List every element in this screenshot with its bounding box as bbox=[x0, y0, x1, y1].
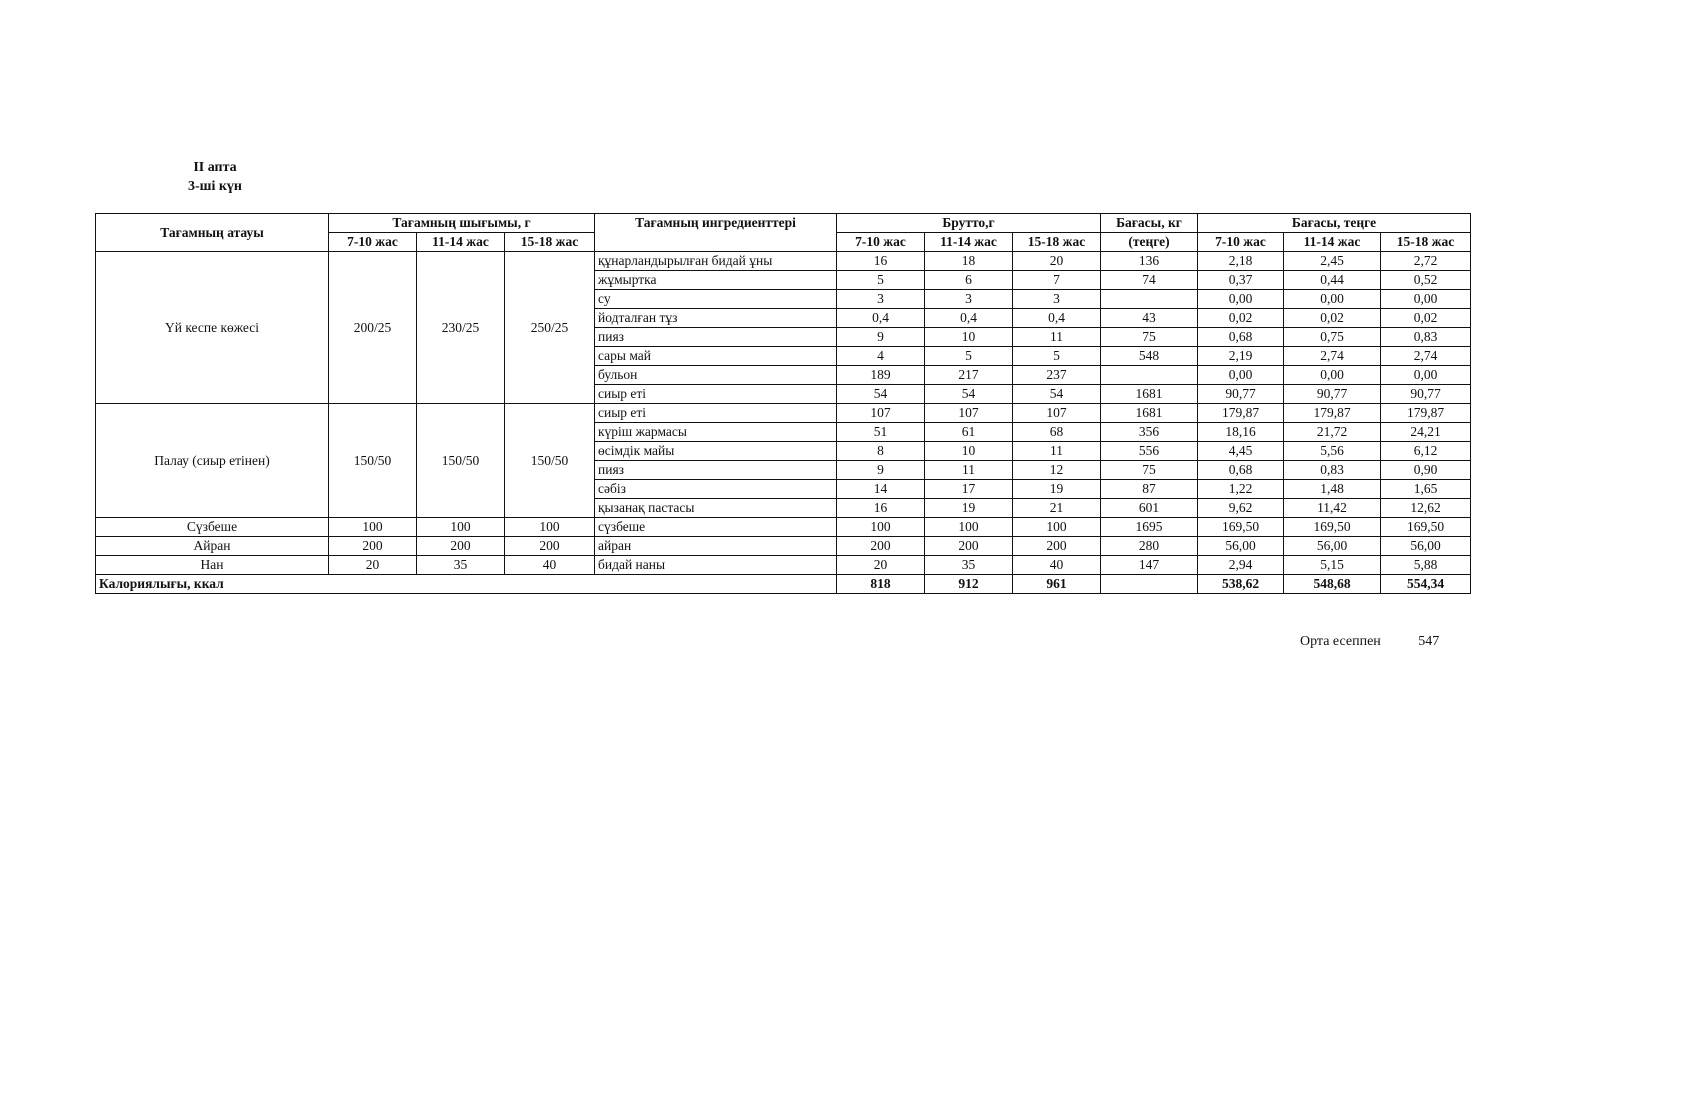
brutto-value: 16 bbox=[837, 252, 925, 271]
ingredient-name: су bbox=[595, 290, 837, 309]
age-header: 15-18 жас bbox=[1013, 233, 1101, 252]
cost-value: 0,75 bbox=[1284, 328, 1381, 347]
cost-value: 18,16 bbox=[1198, 423, 1284, 442]
cost-value: 5,88 bbox=[1381, 556, 1471, 575]
brutto-value: 54 bbox=[925, 385, 1013, 404]
dish-output: 200/25 bbox=[329, 252, 417, 404]
brutto-value: 5 bbox=[925, 347, 1013, 366]
dish-output: 200 bbox=[505, 537, 595, 556]
age-header: 7-10 жас bbox=[1198, 233, 1284, 252]
cost-value: 56,00 bbox=[1198, 537, 1284, 556]
brutto-value: 54 bbox=[1013, 385, 1101, 404]
cost-value: 2,19 bbox=[1198, 347, 1284, 366]
brutto-value: 107 bbox=[837, 404, 925, 423]
day-label: 3-ші күн bbox=[187, 179, 242, 194]
cost-value: 2,74 bbox=[1381, 347, 1471, 366]
total-brutto: 818 bbox=[837, 575, 925, 594]
ingredient-name: пияз bbox=[595, 461, 837, 480]
brutto-value: 11 bbox=[1013, 442, 1101, 461]
brutto-value: 0,4 bbox=[837, 309, 925, 328]
table-row bbox=[96, 252, 1471, 271]
ingredient-name: бульон bbox=[595, 366, 837, 385]
cost-value: 2,94 bbox=[1198, 556, 1284, 575]
header-row-1 bbox=[96, 214, 1471, 233]
menu-table bbox=[95, 213, 1471, 594]
cost-value: 5,56 bbox=[1284, 442, 1381, 461]
price-kg-value: 1681 bbox=[1101, 404, 1198, 423]
brutto-value: 61 bbox=[925, 423, 1013, 442]
brutto-value: 10 bbox=[925, 442, 1013, 461]
cost-value: 0,02 bbox=[1381, 309, 1471, 328]
dish-output: 200 bbox=[329, 537, 417, 556]
ingredient-name: сиыр еті bbox=[595, 385, 837, 404]
brutto-value: 11 bbox=[925, 461, 1013, 480]
brutto-value: 9 bbox=[837, 461, 925, 480]
col-price-tenge: Бағасы, теңге bbox=[1198, 214, 1471, 233]
cost-value: 0,00 bbox=[1381, 290, 1471, 309]
col-price-kg: Бағасы, кг bbox=[1101, 214, 1198, 233]
brutto-value: 189 bbox=[837, 366, 925, 385]
cost-value: 0,83 bbox=[1284, 461, 1381, 480]
brutto-value: 107 bbox=[925, 404, 1013, 423]
cost-value: 0,00 bbox=[1381, 366, 1471, 385]
brutto-value: 217 bbox=[925, 366, 1013, 385]
brutto-value: 5 bbox=[1013, 347, 1101, 366]
price-kg-value: 280 bbox=[1101, 537, 1198, 556]
brutto-value: 100 bbox=[925, 518, 1013, 537]
cost-value: 169,50 bbox=[1381, 518, 1471, 537]
brutto-value: 18 bbox=[925, 252, 1013, 271]
dish-output: 20 bbox=[329, 556, 417, 575]
cost-value: 21,72 bbox=[1284, 423, 1381, 442]
menu-body bbox=[96, 252, 1471, 575]
col-brutto: Брутто,г bbox=[837, 214, 1101, 233]
ingredient-name: бидай наны bbox=[595, 556, 837, 575]
cost-value: 1,65 bbox=[1381, 480, 1471, 499]
page-heading bbox=[150, 158, 280, 196]
dish-output: 200 bbox=[417, 537, 505, 556]
col-dish-name: Тағамның атауы bbox=[96, 214, 329, 252]
cost-value: 5,15 bbox=[1284, 556, 1381, 575]
ingredient-name: сиыр еті bbox=[595, 404, 837, 423]
dish-name: Сүзбеше bbox=[96, 518, 329, 537]
dish-output: 150/50 bbox=[417, 404, 505, 518]
ingredient-name: сәбіз bbox=[595, 480, 837, 499]
price-kg-value: 1681 bbox=[1101, 385, 1198, 404]
dish-name: Палау (сиыр етінен) bbox=[96, 404, 329, 518]
brutto-value: 19 bbox=[925, 499, 1013, 518]
brutto-value: 5 bbox=[837, 271, 925, 290]
brutto-value: 19 bbox=[1013, 480, 1101, 499]
col-ingredients: Тағамның ингредиенттері bbox=[595, 214, 837, 252]
price-kg-value: 1695 bbox=[1101, 518, 1198, 537]
brutto-value: 3 bbox=[837, 290, 925, 309]
price-kg-value: 147 bbox=[1101, 556, 1198, 575]
cost-value: 11,42 bbox=[1284, 499, 1381, 518]
brutto-value: 0,4 bbox=[1013, 309, 1101, 328]
cost-value: 0,00 bbox=[1198, 366, 1284, 385]
total-cost: 548,68 bbox=[1284, 575, 1381, 594]
brutto-value: 12 bbox=[1013, 461, 1101, 480]
ingredient-name: қызанақ пастасы bbox=[595, 499, 837, 518]
ingredient-name: жұмыртка bbox=[595, 271, 837, 290]
cost-value: 56,00 bbox=[1284, 537, 1381, 556]
cost-value: 169,50 bbox=[1198, 518, 1284, 537]
cost-value: 0,83 bbox=[1381, 328, 1471, 347]
ingredient-name: күріш жармасы bbox=[595, 423, 837, 442]
age-header: 15-18 жас bbox=[505, 233, 595, 252]
brutto-value: 3 bbox=[1013, 290, 1101, 309]
cost-value: 4,45 bbox=[1198, 442, 1284, 461]
ingredient-name: пияз bbox=[595, 328, 837, 347]
brutto-value: 237 bbox=[1013, 366, 1101, 385]
dish-output: 150/50 bbox=[329, 404, 417, 518]
age-header: 11-14 жас bbox=[417, 233, 505, 252]
brutto-value: 200 bbox=[837, 537, 925, 556]
cost-value: 179,87 bbox=[1198, 404, 1284, 423]
total-cost: 554,34 bbox=[1381, 575, 1471, 594]
price-kg-value: 601 bbox=[1101, 499, 1198, 518]
cost-value: 0,52 bbox=[1381, 271, 1471, 290]
cost-value: 90,77 bbox=[1381, 385, 1471, 404]
brutto-value: 4 bbox=[837, 347, 925, 366]
cost-value: 179,87 bbox=[1381, 404, 1471, 423]
col-price-kg-unit: (теңге) bbox=[1101, 233, 1198, 252]
cost-value: 0,90 bbox=[1381, 461, 1471, 480]
price-kg-value bbox=[1101, 366, 1198, 385]
cost-value: 24,21 bbox=[1381, 423, 1471, 442]
dish-name: Нан bbox=[96, 556, 329, 575]
dish-output: 100 bbox=[329, 518, 417, 537]
cost-value: 179,87 bbox=[1284, 404, 1381, 423]
average-value: 547 bbox=[1418, 634, 1440, 649]
cost-value: 90,77 bbox=[1284, 385, 1381, 404]
ingredient-name: йодталған тұз bbox=[595, 309, 837, 328]
cost-value: 0,44 bbox=[1284, 271, 1381, 290]
price-kg-value: 356 bbox=[1101, 423, 1198, 442]
brutto-value: 20 bbox=[837, 556, 925, 575]
brutto-value: 68 bbox=[1013, 423, 1101, 442]
age-header: 11-14 жас bbox=[925, 233, 1013, 252]
dish-output: 40 bbox=[505, 556, 595, 575]
cost-value: 1,22 bbox=[1198, 480, 1284, 499]
brutto-value: 200 bbox=[1013, 537, 1101, 556]
cost-value: 12,62 bbox=[1381, 499, 1471, 518]
price-kg-value: 74 bbox=[1101, 271, 1198, 290]
price-kg-value: 87 bbox=[1101, 480, 1198, 499]
brutto-value: 0,4 bbox=[925, 309, 1013, 328]
brutto-value: 14 bbox=[837, 480, 925, 499]
price-kg-value bbox=[1101, 290, 1198, 309]
total-row bbox=[96, 575, 1471, 594]
brutto-value: 6 bbox=[925, 271, 1013, 290]
brutto-value: 10 bbox=[925, 328, 1013, 347]
price-kg-value: 136 bbox=[1101, 252, 1198, 271]
cost-value: 0,02 bbox=[1284, 309, 1381, 328]
week-label: II апта bbox=[193, 160, 237, 175]
average-footer bbox=[1300, 634, 1439, 650]
brutto-value: 17 bbox=[925, 480, 1013, 499]
total-brutto: 912 bbox=[925, 575, 1013, 594]
age-header: 7-10 жас bbox=[329, 233, 417, 252]
brutto-value: 100 bbox=[1013, 518, 1101, 537]
total-cost: 538,62 bbox=[1198, 575, 1284, 594]
col-output: Тағамның шығымы, г bbox=[329, 214, 595, 233]
cost-value: 0,02 bbox=[1198, 309, 1284, 328]
cost-value: 169,50 bbox=[1284, 518, 1381, 537]
cost-value: 1,48 bbox=[1284, 480, 1381, 499]
total-brutto: 961 bbox=[1013, 575, 1101, 594]
total-label: Калориялығы, ккал bbox=[96, 575, 837, 594]
dish-name: Айран bbox=[96, 537, 329, 556]
cost-value: 90,77 bbox=[1198, 385, 1284, 404]
dish-output: 250/25 bbox=[505, 252, 595, 404]
price-kg-value: 556 bbox=[1101, 442, 1198, 461]
ingredient-name: құнарландырылған бидай ұны bbox=[595, 252, 837, 271]
price-kg-value: 75 bbox=[1101, 461, 1198, 480]
table-row bbox=[96, 556, 1471, 575]
cost-value: 0,37 bbox=[1198, 271, 1284, 290]
brutto-value: 20 bbox=[1013, 252, 1101, 271]
cost-value: 0,00 bbox=[1284, 290, 1381, 309]
ingredient-name: өсімдік майы bbox=[595, 442, 837, 461]
brutto-value: 40 bbox=[1013, 556, 1101, 575]
cost-value: 0,68 bbox=[1198, 328, 1284, 347]
brutto-value: 8 bbox=[837, 442, 925, 461]
brutto-value: 11 bbox=[1013, 328, 1101, 347]
price-kg-value: 548 bbox=[1101, 347, 1198, 366]
brutto-value: 7 bbox=[1013, 271, 1101, 290]
brutto-value: 9 bbox=[837, 328, 925, 347]
dish-output: 100 bbox=[417, 518, 505, 537]
cost-value: 0,00 bbox=[1284, 366, 1381, 385]
dish-name: Үй кеспе көжесі bbox=[96, 252, 329, 404]
brutto-value: 51 bbox=[837, 423, 925, 442]
cost-value: 9,62 bbox=[1198, 499, 1284, 518]
ingredient-name: сүзбеше bbox=[595, 518, 837, 537]
brutto-value: 200 bbox=[925, 537, 1013, 556]
cost-value: 0,00 bbox=[1198, 290, 1284, 309]
brutto-value: 100 bbox=[837, 518, 925, 537]
brutto-value: 16 bbox=[837, 499, 925, 518]
age-header: 7-10 жас bbox=[837, 233, 925, 252]
brutto-value: 54 bbox=[837, 385, 925, 404]
dish-output: 35 bbox=[417, 556, 505, 575]
cost-value: 2,72 bbox=[1381, 252, 1471, 271]
cost-value: 2,45 bbox=[1284, 252, 1381, 271]
cost-value: 0,68 bbox=[1198, 461, 1284, 480]
cost-value: 56,00 bbox=[1381, 537, 1471, 556]
table-row bbox=[96, 404, 1471, 423]
cost-value: 2,18 bbox=[1198, 252, 1284, 271]
table-row bbox=[96, 518, 1471, 537]
cost-value: 6,12 bbox=[1381, 442, 1471, 461]
total-price-kg-empty bbox=[1101, 575, 1198, 594]
brutto-value: 107 bbox=[1013, 404, 1101, 423]
age-header: 11-14 жас bbox=[1284, 233, 1381, 252]
dish-output: 230/25 bbox=[417, 252, 505, 404]
table-row bbox=[96, 537, 1471, 556]
brutto-value: 3 bbox=[925, 290, 1013, 309]
price-kg-value: 75 bbox=[1101, 328, 1198, 347]
price-kg-value: 43 bbox=[1101, 309, 1198, 328]
brutto-value: 35 bbox=[925, 556, 1013, 575]
cost-value: 2,74 bbox=[1284, 347, 1381, 366]
brutto-value: 21 bbox=[1013, 499, 1101, 518]
ingredient-name: айран bbox=[595, 537, 837, 556]
dish-output: 150/50 bbox=[505, 404, 595, 518]
dish-output: 100 bbox=[505, 518, 595, 537]
age-header: 15-18 жас bbox=[1381, 233, 1471, 252]
average-label: Орта есеппен bbox=[1300, 634, 1381, 649]
ingredient-name: сары май bbox=[595, 347, 837, 366]
